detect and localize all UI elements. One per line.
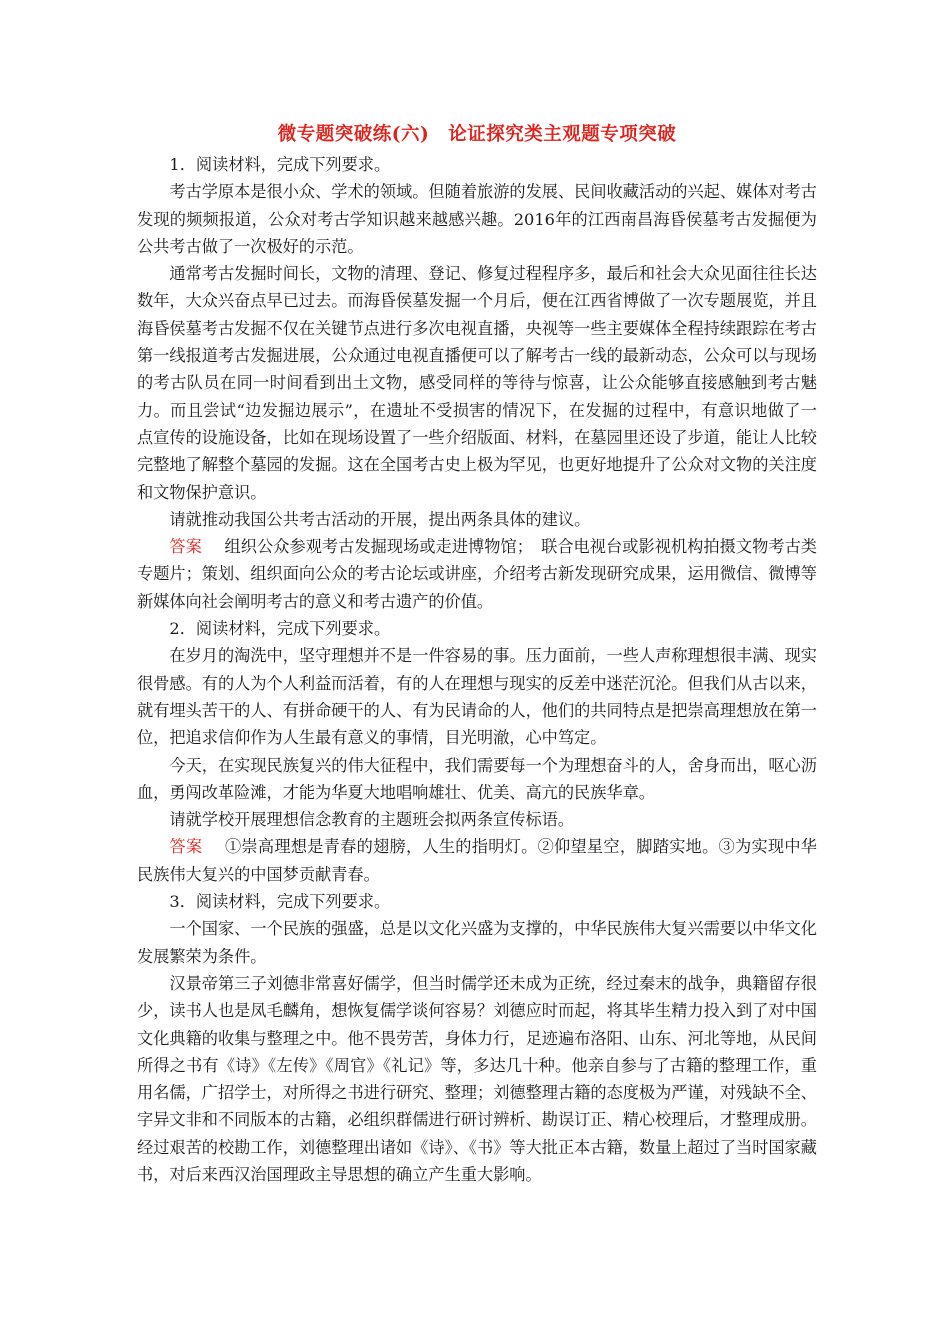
question-prompt: 3．阅读材料，完成下列要求。 (169, 892, 391, 912)
question-prompt: 1．阅读材料，完成下列要求。 (169, 155, 391, 174)
question-text: 请就学校开展理想信念教育的主题班会拟两条宣传标语。 (169, 810, 575, 830)
material-paragraph: 在岁月的淘洗中，坚守理想并不是一件容易的事。压力面前，一些人声称理想很丰满、现实很骨感。有的人为个人利益而活着，有的人在理想与现实的反差中迷茫沉沦。但我们从古以来，就有埋头苦干的人、有拼命硬干的人、有为民请命的人，他们的共同特点是把崇高理想放在第一位，把追求信仰作为人生最有意义的事情，目光明澈，心中笃定。 (137, 646, 817, 748)
document-page (137, 120, 817, 1188)
material-paragraph: 通常考古发掘时间长，文物的清理、登记、修复过程程序多，最后和社会大众见面往往长达数年，大众兴奋点早已过去。而海昏侯墓发掘一个月后，便在江西省博做了一次专题展览，并且海昏侯墓考古发掘不仅在关键节点进行多次电视直播，央视等一些主要媒体全程持续跟踪在考古第一线报道考古发掘进展，公众通过电视直播便可以了解考古一线的最新动态，公众可以与现场的考古队员在同一时间看到出土文物，感受同样的等待与惊喜，让公众能够直接感触到考古魅力。而且尝试“边发掘边展示”，在遗址不受损害的情况下，在发掘的过程中，有意识地做了一点宣传的设施设备，比如在现场设置了一些介绍版面、材料，在墓园里还设了步道，能让人比较完整地了解整个墓园的发掘。这在全国考古史上极为罕见，也更好地提升了公众对文物的关注度和文物保护意识。 (137, 264, 817, 502)
question-2 (137, 615, 817, 888)
question-1 (137, 151, 817, 615)
answer-label: 答案 (169, 537, 202, 557)
answer-block (137, 533, 817, 615)
answer-text: ①崇高理想是青春的翅膀，人生的指明灯。②仰望星空，脚踏实地。③为实现中华民族伟大复兴的中国梦贡献青春。 (137, 837, 817, 884)
question-prompt: 2．阅读材料，完成下列要求。 (169, 619, 391, 639)
answer-label: 答案 (169, 837, 203, 857)
material-paragraph: 汉景帝第三子刘德非常喜好儒学，但当时儒学还未成为正统，经过秦末的战争，典籍留存很少，读书人也是凤毛麟角，想恢复儒学谈何容易？刘德应时而起，将其毕生精力投入到了对中国文化典籍的收集与整理之中。他不畏劳苦，身体力行，足迹遍布洛阳、山东、河北等地，从民间所得之书有《诗》《左传》《周官》《礼记》等，多达几十种。他亲自参与了古籍的整理工作，重用名儒，广招学士，对所得之书进行研究、整理；刘德整理古籍的态度极为严谨，对残缺不全、字异文非和不同版本的古籍，必组织群儒进行研讨辨析、勘误订正、精心校理后，才整理成册。经过艰苦的校勘工作，刘德整理出诸如《诗》、《书》等大批正本古籍，数量上超过了当时国家藏书，对后来西汉治国理政主导思想的确立产生重大影响。 (137, 973, 817, 1184)
question-text: 请就推动我国公共考古活动的开展，提出两条具体的建议。 (169, 509, 591, 529)
page-title: 微专题突破练(六) 论证探究类主观题专项突破 (277, 124, 677, 145)
material-paragraph: 考古学原本是很小众、学术的领域。但随着旅游的发展、民间收藏活动的兴起、媒体对考古发现的频频报道，公众对考古学知识越来越感兴趣。2016年的江西南昌海昏侯墓考古发掘便为公共考古做了一次极好的示范。 (137, 182, 817, 256)
question-3 (137, 888, 817, 1188)
material-paragraph: 今天，在实现民族复兴的伟大征程中，我们需要每一个为理想奋斗的人，舍身而出，呕心沥血，勇闯改革险滩，才能为华夏大地唱响雄壮、优美、高亢的民族华章。 (137, 755, 817, 802)
answer-block (137, 833, 817, 888)
material-paragraph: 一个国家、一个民族的强盛，总是以文化兴盛为支撑的，中华民族伟大复兴需要以中华文化发展繁荣为条件。 (137, 919, 817, 966)
answer-text: 组织公众参观考古发掘现场或走进博物馆； 联合电视台或影视机构拍摄文物考古类专题片；策划、组织面向公众的考古论坛或讲座，介绍考古新发现研究成果，运用微信、微博等新媒体向社会阐明考古的意义和考古遗产的价值。 (137, 537, 817, 611)
